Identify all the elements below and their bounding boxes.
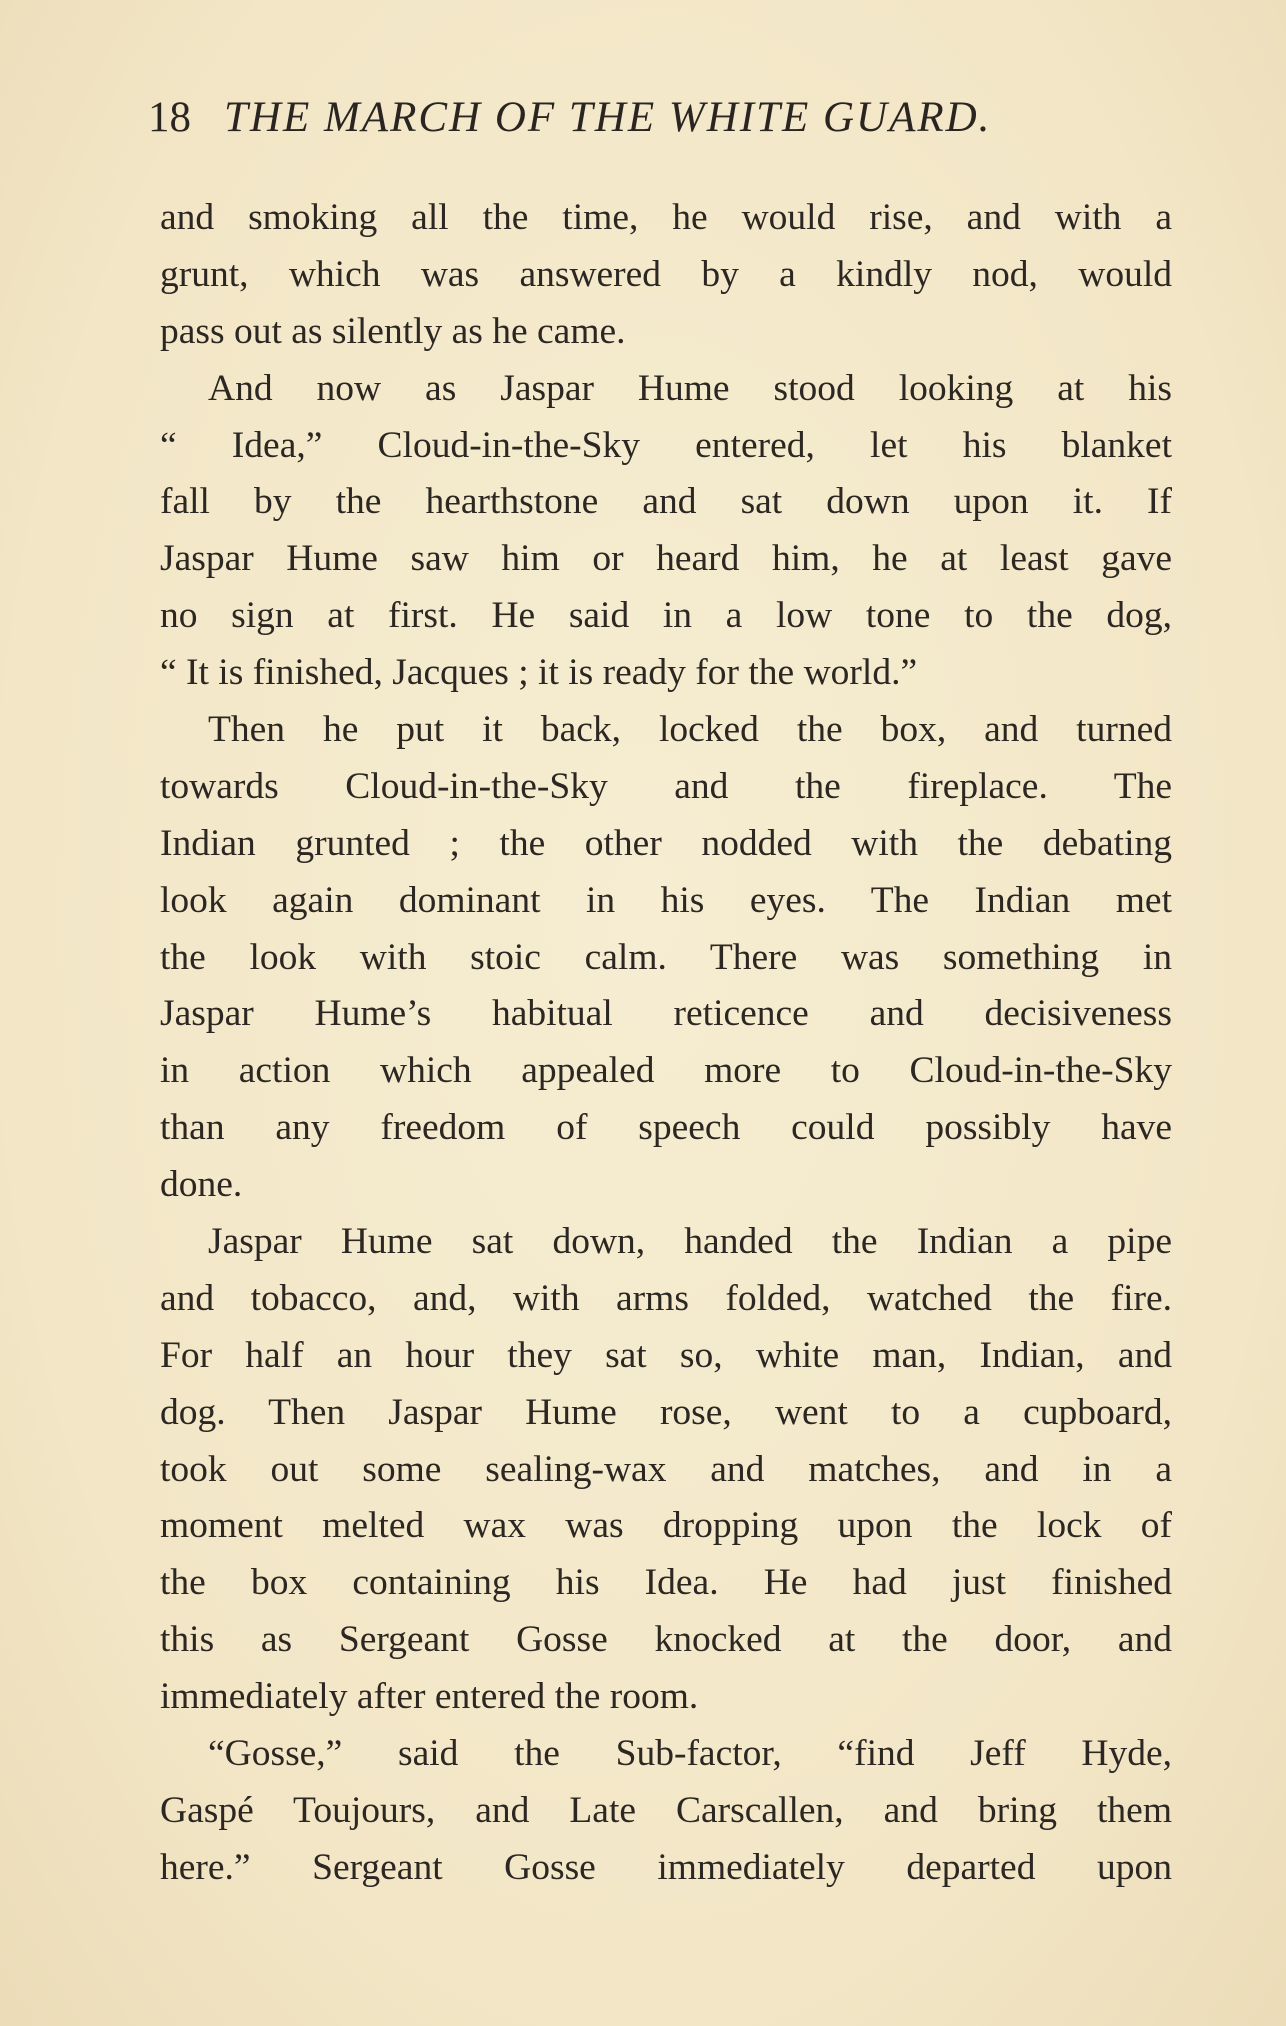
text-line: Jaspar Hume saw him or heard him, he at least gave bbox=[160, 538, 1172, 580]
running-title: THE MARCH OF THE WHITE GUARD. bbox=[224, 94, 992, 141]
text-line: in action which appealed more to Cloud-in-the-Sky bbox=[160, 1050, 1172, 1092]
text-line: moment melted wax was dropping upon the lock of bbox=[160, 1505, 1172, 1547]
text-line: fall by the hearthstone and sat down upon it. If bbox=[160, 481, 1172, 523]
text-line: Jaspar Hume sat down, handed the Indian a pipe bbox=[208, 1221, 1172, 1263]
text-line: Indian grunted ; the other nodded with the debating bbox=[160, 822, 1172, 864]
text-line: took out some sealing-wax and matches, and in a bbox=[160, 1448, 1172, 1490]
text-line: dog. Then Jaspar Hume rose, went to a cupboard, bbox=[160, 1391, 1172, 1433]
text-line: no sign at first. He said in a low tone to the dog, bbox=[160, 595, 1172, 637]
text-line: immediately after entered the room. bbox=[160, 1676, 699, 1718]
text-line: the look with stoic calm. There was something in bbox=[160, 936, 1172, 978]
text-line: here.” Sergeant Gosse immediately departed upon bbox=[160, 1846, 1172, 1888]
text-line: Then he put it back, locked the box, and turned bbox=[208, 709, 1172, 751]
text-line: grunt, which was answered by a kindly nod, would bbox=[160, 253, 1172, 295]
text-line: “ It is finished, Jacques ; it is ready for the world.” bbox=[160, 652, 918, 694]
text-line: the box containing his Idea. He had just finished bbox=[160, 1562, 1172, 1604]
text-line: and tobacco, and, with arms folded, watched the fire. bbox=[160, 1277, 1172, 1319]
page-header bbox=[148, 88, 1148, 148]
page-number: 18 bbox=[148, 94, 191, 141]
text-line: Gaspé Toujours, and Late Carscallen, and bring them bbox=[160, 1789, 1172, 1831]
text-line: For half an hour they sat so, white man, Indian, and bbox=[160, 1334, 1172, 1376]
text-line: look again dominant in his eyes. The Indian met bbox=[160, 879, 1172, 921]
text-line: pass out as silently as he came. bbox=[160, 310, 626, 352]
text-line: done. bbox=[160, 1164, 243, 1206]
text-line: “ Idea,” Cloud-in-the-Sky entered, let his blanket bbox=[160, 424, 1172, 466]
text-line: Jaspar Hume’s habitual reticence and decisiveness bbox=[160, 993, 1172, 1035]
text-line: this as Sergeant Gosse knocked at the door, and bbox=[160, 1619, 1172, 1661]
text-line: towards Cloud-in-the-Sky and the fireplace. The bbox=[160, 765, 1172, 807]
body-text bbox=[160, 190, 1172, 1897]
text-line: and smoking all the time, he would rise, and with a bbox=[160, 197, 1172, 238]
text-line: And now as Jaspar Hume stood looking at his bbox=[208, 367, 1172, 409]
text-line: than any freedom of speech could possibly have bbox=[160, 1107, 1172, 1149]
text-line: “Gosse,” said the Sub-factor, “find Jeff Hyde, bbox=[208, 1733, 1172, 1775]
